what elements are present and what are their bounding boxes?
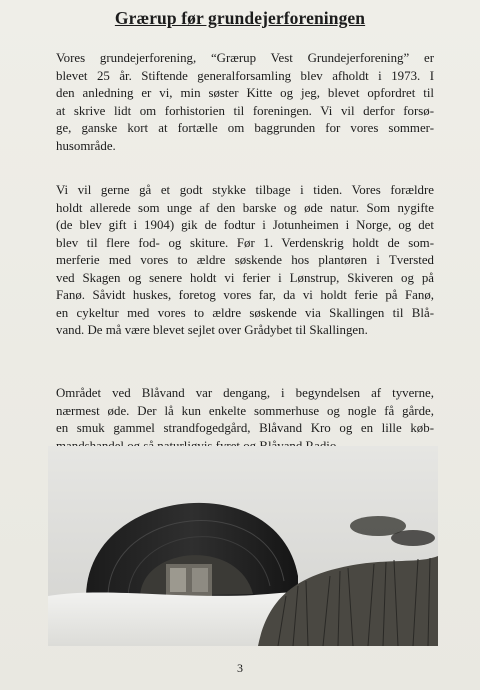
paragraph-line: blev til flere fod- og skiture. Før 1. Verdenskrig holdt de som- [56,235,434,250]
photo-quonset-hut [48,446,438,646]
paragraph-line: Området ved Blåvand var dengang, i begyndelsen af tyverne, [56,386,434,400]
paragraph-line: nærmest øde. Der lå kun enkelte sommerhuse og nogle få gårde, [56,403,434,418]
paragraph-line: blevet 25 år. Stiftende generalforsamling blev afholdt i 1973. I [56,68,434,83]
paragraph-line: ge, ganske kort at fortælle om baggrunden for vores sommer- [56,121,434,135]
paragraph-line: at skrive lidt om forhistorien til foreningen. Vi vil derfor forsø- [56,103,434,118]
paragraph-line: holdt allerede som unge af den barske og øde natur. Som nygifte [56,200,434,215]
paragraph-line: en cykeltur med vores to ældre søskende via Skallingen til Blå- [56,305,434,320]
paragraph-line: (de blev gift i 1904) gik de fodtur i Jotunheimen i Norge, og det [56,218,434,232]
paragraph-line: husområde. [56,138,116,153]
paragraph-line: den anledning er vi, min søster Kitte og jeg, blevet opfordret til [56,86,434,100]
photo-illustration [48,446,438,646]
paragraph-line: en smuk gammel strandfogedgård, Blåvand Kro og en lille køb- [56,421,434,435]
page-number: 3 [237,661,243,675]
paragraph-line: ved Skagen og senere holdt vi ferier i Lønstrup, Skiveren og på [56,270,434,285]
paragraph-line: merferie med vores to ældre søskende hos plantøren i Tversted [56,253,434,267]
page-title: Grærup før grundejerforeningen [114,8,366,28]
paragraph-2 [56,182,434,340]
paragraph-3 [56,385,434,455]
paragraph-line: Vores grundejerforening, “Grærup Vest Grundejerforening” er [56,51,434,65]
paragraph-line: vand. De må være blevet sejlet over Grådybet til Skallingen. [56,323,368,337]
paragraph-line: Vi vil gerne gå et godt stykke tilbage i tiden. Vores forældre [56,183,434,197]
paragraph-1 [56,50,434,155]
paragraph-line: Fanø. Såvidt huskes, foretog vores far, da vi holdt ferie på Fanø, [56,288,434,302]
